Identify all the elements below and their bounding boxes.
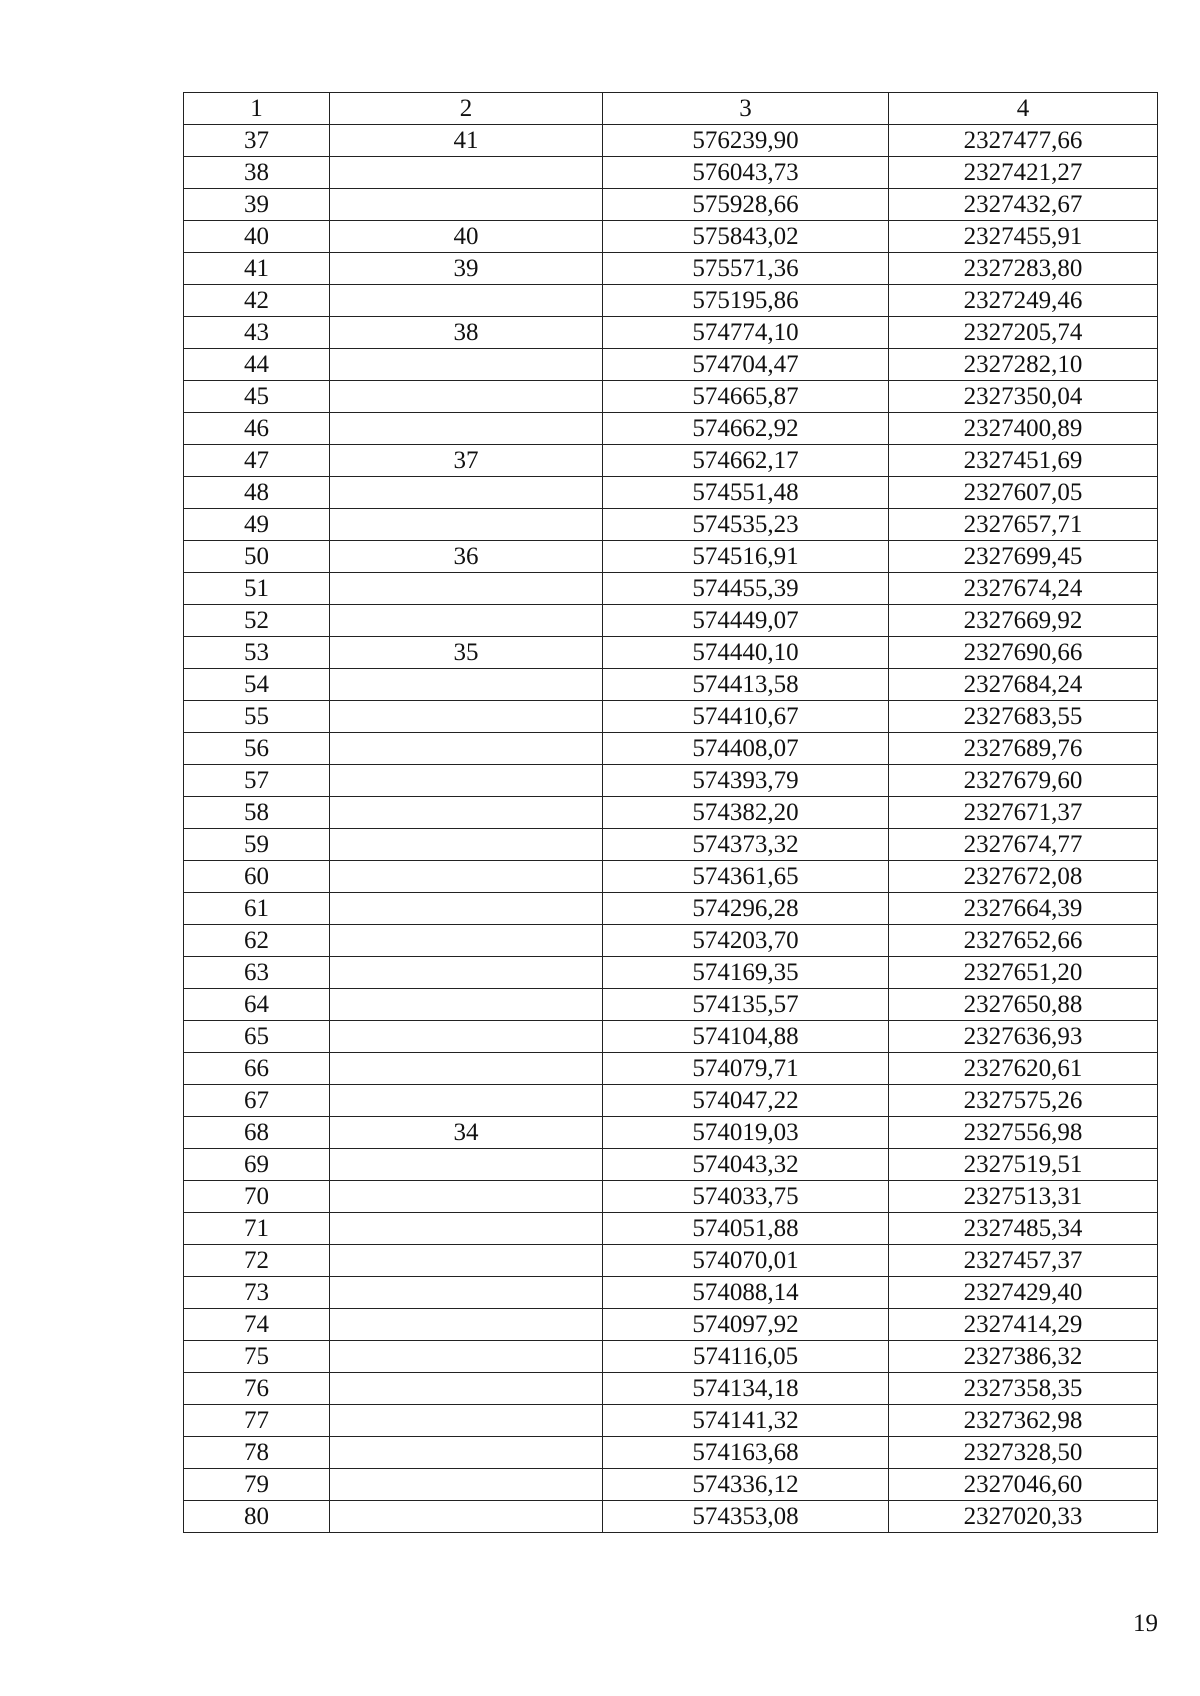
coordinates-table [183,92,1158,1533]
table-cell: 574336,12 [603,1469,889,1501]
table-cell: 574047,22 [603,1085,889,1117]
table-cell: 43 [184,317,330,349]
table-cell: 2327020,33 [889,1501,1158,1533]
table-cell [330,1021,603,1053]
table-cell: 2327485,34 [889,1213,1158,1245]
table-cell: 2327519,51 [889,1149,1158,1181]
table-row [184,157,1158,189]
table-cell [330,957,603,989]
table-cell: 574033,75 [603,1181,889,1213]
table-row [184,189,1158,221]
table-row [184,413,1158,445]
table-cell: 80 [184,1501,330,1533]
table-cell: 38 [330,317,603,349]
table-cell: 58 [184,797,330,829]
table-cell [330,381,603,413]
table-cell: 575843,02 [603,221,889,253]
table-cell: 69 [184,1149,330,1181]
table-row [184,1341,1158,1373]
table-cell: 576239,90 [603,125,889,157]
table-cell: 34 [330,1117,603,1149]
table-cell: 59 [184,829,330,861]
table-row [184,1181,1158,1213]
table-cell: 2327386,32 [889,1341,1158,1373]
table-cell: 37 [184,125,330,157]
table-cell: 2327350,04 [889,381,1158,413]
table-cell: 68 [184,1117,330,1149]
table-cell: 2327607,05 [889,477,1158,509]
table-cell: 66 [184,1053,330,1085]
table-row [184,1469,1158,1501]
table-row [184,509,1158,541]
table-cell: 2327477,66 [889,125,1158,157]
table-cell: 2327455,91 [889,221,1158,253]
table-cell: 2327669,92 [889,605,1158,637]
table-cell: 39 [330,253,603,285]
table-cell: 2327690,66 [889,637,1158,669]
table-cell: 575195,86 [603,285,889,317]
table-cell [330,573,603,605]
table-row [184,637,1158,669]
table-cell: 76 [184,1373,330,1405]
table-cell: 2327674,24 [889,573,1158,605]
table-cell: 41 [330,125,603,157]
table-cell: 73 [184,1277,330,1309]
table-cell: 52 [184,605,330,637]
table-cell: 70 [184,1181,330,1213]
table-cell: 574449,07 [603,605,889,637]
table-cell: 2327636,93 [889,1021,1158,1053]
table-cell: 2327451,69 [889,445,1158,477]
column-header: 2 [330,93,603,125]
table-cell: 41 [184,253,330,285]
table-row [184,669,1158,701]
table-cell: 574551,48 [603,477,889,509]
table-row [184,477,1158,509]
table-cell: 2327674,77 [889,829,1158,861]
table-row [184,381,1158,413]
table-cell: 2327672,08 [889,861,1158,893]
table-cell [330,1469,603,1501]
table-cell: 53 [184,637,330,669]
table-cell: 2327683,55 [889,701,1158,733]
table-cell [330,925,603,957]
table-cell: 574116,05 [603,1341,889,1373]
table-cell: 50 [184,541,330,573]
table-cell: 574440,10 [603,637,889,669]
table-cell: 65 [184,1021,330,1053]
table-cell: 574665,87 [603,381,889,413]
table-row [184,605,1158,637]
table-cell: 37 [330,445,603,477]
table-row [184,445,1158,477]
table-cell: 574169,35 [603,957,889,989]
table-cell: 2327575,26 [889,1085,1158,1117]
table-cell [330,1437,603,1469]
table-cell: 2327671,37 [889,797,1158,829]
table-cell: 61 [184,893,330,925]
table-cell [330,157,603,189]
table-cell: 46 [184,413,330,445]
table-cell: 574070,01 [603,1245,889,1277]
table-cell: 57 [184,765,330,797]
table-cell [330,1309,603,1341]
table-row [184,1405,1158,1437]
table-cell: 2327556,98 [889,1117,1158,1149]
table-row [184,829,1158,861]
table-cell: 47 [184,445,330,477]
table-cell: 2327650,88 [889,989,1158,1021]
table-cell: 40 [184,221,330,253]
table-row [184,989,1158,1021]
table-cell: 39 [184,189,330,221]
table-row [184,1309,1158,1341]
table-cell: 2327205,74 [889,317,1158,349]
table-cell: 574516,91 [603,541,889,573]
table-cell [330,509,603,541]
table-row [184,925,1158,957]
table-body [184,125,1158,1533]
table-cell: 2327664,39 [889,893,1158,925]
table-row [184,253,1158,285]
table-cell: 574203,70 [603,925,889,957]
table-cell: 574296,28 [603,893,889,925]
table-cell: 574662,17 [603,445,889,477]
table-cell: 44 [184,349,330,381]
table-cell [330,1213,603,1245]
table-row [184,1245,1158,1277]
table-cell: 40 [330,221,603,253]
table-cell: 38 [184,157,330,189]
table-cell [330,285,603,317]
column-header: 3 [603,93,889,125]
table-cell: 574104,88 [603,1021,889,1053]
table-cell: 2327699,45 [889,541,1158,573]
table-row [184,285,1158,317]
table-row [184,1501,1158,1533]
table-row [184,1149,1158,1181]
table-cell [330,189,603,221]
table-cell [330,797,603,829]
table-cell: 574051,88 [603,1213,889,1245]
table-row [184,701,1158,733]
table-cell: 74 [184,1309,330,1341]
table-cell [330,413,603,445]
table-cell: 55 [184,701,330,733]
table-row [184,1117,1158,1149]
table-row [184,1277,1158,1309]
table-row [184,541,1158,573]
table-cell [330,605,603,637]
table-cell [330,1501,603,1533]
table-cell: 574393,79 [603,765,889,797]
table-cell: 79 [184,1469,330,1501]
table-cell: 574353,08 [603,1501,889,1533]
table-cell [330,1277,603,1309]
table-cell: 2327457,37 [889,1245,1158,1277]
table-cell: 67 [184,1085,330,1117]
table-cell: 2327328,50 [889,1437,1158,1469]
table-cell [330,893,603,925]
table-cell: 2327429,40 [889,1277,1158,1309]
table-cell [330,1373,603,1405]
table-row [184,797,1158,829]
table-cell: 2327651,20 [889,957,1158,989]
table-cell: 574019,03 [603,1117,889,1149]
table-cell [330,669,603,701]
table-row [184,1085,1158,1117]
table-cell: 2327679,60 [889,765,1158,797]
table-cell [330,829,603,861]
table-cell: 2327620,61 [889,1053,1158,1085]
table-cell [330,989,603,1021]
table-cell [330,861,603,893]
table-cell: 2327652,66 [889,925,1158,957]
table-cell: 574455,39 [603,573,889,605]
table-cell [330,1341,603,1373]
table-row [184,893,1158,925]
table-cell: 56 [184,733,330,765]
table-cell: 576043,73 [603,157,889,189]
table-row [184,1437,1158,1469]
table-row [184,573,1158,605]
table-cell: 2327400,89 [889,413,1158,445]
table-cell: 35 [330,637,603,669]
table-cell: 2327513,31 [889,1181,1158,1213]
table-cell: 36 [330,541,603,573]
table-cell: 71 [184,1213,330,1245]
table-cell: 2327689,76 [889,733,1158,765]
table-cell: 2327421,27 [889,157,1158,189]
table-cell [330,1245,603,1277]
table-cell: 78 [184,1437,330,1469]
table-cell: 75 [184,1341,330,1373]
table-row [184,349,1158,381]
table-row [184,765,1158,797]
table-cell: 574163,68 [603,1437,889,1469]
column-header: 1 [184,93,330,125]
table-row [184,1053,1158,1085]
table-cell: 48 [184,477,330,509]
table-cell: 2327282,10 [889,349,1158,381]
table-cell: 574373,32 [603,829,889,861]
table-cell: 574535,23 [603,509,889,541]
table-cell [330,701,603,733]
table-row [184,221,1158,253]
table-cell: 2327362,98 [889,1405,1158,1437]
table-row [184,957,1158,989]
table-cell [330,477,603,509]
table-cell: 45 [184,381,330,413]
table-cell [330,1181,603,1213]
table-cell [330,1405,603,1437]
table-cell: 574774,10 [603,317,889,349]
table-cell: 574410,67 [603,701,889,733]
table-cell: 574382,20 [603,797,889,829]
table-cell: 574135,57 [603,989,889,1021]
table-cell [330,1149,603,1181]
table-cell: 42 [184,285,330,317]
table-cell [330,1053,603,1085]
table-cell: 574088,14 [603,1277,889,1309]
table-cell: 64 [184,989,330,1021]
page-number: 19 [1133,1610,1158,1637]
table-cell: 574079,71 [603,1053,889,1085]
table-cell: 575571,36 [603,253,889,285]
table-cell: 63 [184,957,330,989]
table-cell: 2327249,46 [889,285,1158,317]
table-cell [330,765,603,797]
table-cell: 2327432,67 [889,189,1158,221]
table-cell: 574043,32 [603,1149,889,1181]
table-cell: 574141,32 [603,1405,889,1437]
table-cell [330,1085,603,1117]
table-row [184,125,1158,157]
table-cell: 2327684,24 [889,669,1158,701]
table-row [184,1373,1158,1405]
table-row [184,861,1158,893]
table-cell: 72 [184,1245,330,1277]
table-cell: 574361,65 [603,861,889,893]
table-cell: 2327657,71 [889,509,1158,541]
table-cell: 575928,66 [603,189,889,221]
table-cell: 574413,58 [603,669,889,701]
table-cell [330,733,603,765]
table-cell: 574662,92 [603,413,889,445]
table-cell: 51 [184,573,330,605]
table-cell: 2327414,29 [889,1309,1158,1341]
table-cell: 574408,07 [603,733,889,765]
table-cell: 62 [184,925,330,957]
table-cell: 2327046,60 [889,1469,1158,1501]
table-cell: 574097,92 [603,1309,889,1341]
column-header: 4 [889,93,1158,125]
table-cell: 49 [184,509,330,541]
table-row [184,317,1158,349]
table-row [184,733,1158,765]
table-cell: 2327358,35 [889,1373,1158,1405]
table-cell: 574704,47 [603,349,889,381]
table-cell [330,349,603,381]
table-cell: 2327283,80 [889,253,1158,285]
table-cell: 77 [184,1405,330,1437]
table-row [184,1021,1158,1053]
table-header-row [184,93,1158,125]
table-cell: 574134,18 [603,1373,889,1405]
table-cell: 54 [184,669,330,701]
table-row [184,1213,1158,1245]
table-cell: 60 [184,861,330,893]
